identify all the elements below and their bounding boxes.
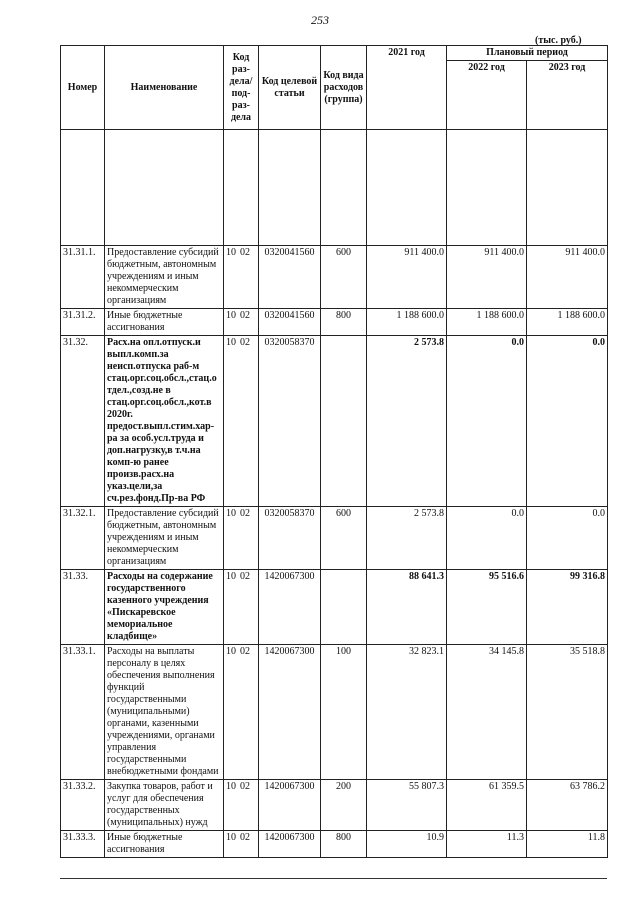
header-name: Наименование xyxy=(105,46,224,130)
row-value-2023: 63 786.2 xyxy=(527,780,608,831)
row-expense-type xyxy=(321,570,367,645)
table-row xyxy=(61,246,608,309)
row-value-2022: 1 188 600.0 xyxy=(447,309,527,336)
row-expense-type: 200 xyxy=(321,780,367,831)
row-target-code: 1420067300 xyxy=(259,831,321,858)
row-value-2023: 1 188 600.0 xyxy=(527,309,608,336)
row-value-2021: 1 188 600.0 xyxy=(367,309,447,336)
row-subsection-code: 02 xyxy=(240,247,250,258)
table-row xyxy=(61,831,608,858)
row-value-2021: 10.9 xyxy=(367,831,447,858)
row-section xyxy=(224,780,259,831)
row-section-code: 10 xyxy=(226,571,236,582)
row-number: 31.32. xyxy=(61,336,105,507)
row-value-2022: 0.0 xyxy=(447,336,527,507)
row-section-code: 10 xyxy=(226,832,236,843)
row-section-code: 10 xyxy=(226,337,236,348)
row-number: 31.32.1. xyxy=(61,507,105,570)
row-name: Расх.на опл.отпуск.и выпл.комп.за неисп.отпуска раб-м стац.орг.соц.обсл.,стац.отдел.,созд.не в стац.орг.соц.обсл.,кот.в 2020г. предост.выпл.стим.хар-ра за особ.усл.труда и доп.нагрузку,в т.ч.на комп-ю ранее произв.расх.на указ.цели,за сч.рез.фонд.Пр-ва РФ xyxy=(105,336,224,507)
row-number: 31.33.2. xyxy=(61,780,105,831)
row-value-2021: 32 823.1 xyxy=(367,645,447,780)
row-target-code: 0320058370 xyxy=(259,507,321,570)
header-number: Номер xyxy=(61,46,105,130)
row-value-2021: 2 573.8 xyxy=(367,336,447,507)
row-number: 31.33. xyxy=(61,570,105,645)
row-section-code: 10 xyxy=(226,310,236,321)
row-expense-type: 600 xyxy=(321,507,367,570)
table-row xyxy=(61,780,608,831)
row-expense-type: 800 xyxy=(321,309,367,336)
row-subsection-code: 02 xyxy=(240,646,250,657)
row-name: Расходы на выплаты персоналу в целях обеспечения выполнения функций государственными (муниципальными) органами, казенными учреждениями, органами управления государственными внебюджетными фондами xyxy=(105,645,224,780)
row-expense-type: 100 xyxy=(321,645,367,780)
row-value-2022: 34 145.8 xyxy=(447,645,527,780)
row-name: Расходы на содержание государственного казенного учреждения «Пискаревское мемориальное кладбище» xyxy=(105,570,224,645)
table-header xyxy=(61,46,608,130)
table-row xyxy=(61,507,608,570)
row-section xyxy=(224,831,259,858)
row-value-2023: 911 400.0 xyxy=(527,246,608,309)
row-subsection-code: 02 xyxy=(240,832,250,843)
row-value-2022: 11.3 xyxy=(447,831,527,858)
row-value-2023: 35 518.8 xyxy=(527,645,608,780)
row-subsection-code: 02 xyxy=(240,310,250,321)
header-expense-type: Код вида расходов (группа) xyxy=(321,46,367,130)
table-row xyxy=(61,570,608,645)
row-name: Иные бюджетные ассигнования xyxy=(105,831,224,858)
row-name: Иные бюджетные ассигнования xyxy=(105,309,224,336)
row-subsection-code: 02 xyxy=(240,781,250,792)
row-subsection-code: 02 xyxy=(240,508,250,519)
row-number: 31.31.1. xyxy=(61,246,105,309)
row-section-code: 10 xyxy=(226,247,236,258)
page-number: 253 xyxy=(311,13,329,27)
row-target-code: 0320058370 xyxy=(259,336,321,507)
table-body xyxy=(61,130,608,858)
row-subsection-code: 02 xyxy=(240,337,250,348)
row-value-2022: 911 400.0 xyxy=(447,246,527,309)
row-value-2021: 911 400.0 xyxy=(367,246,447,309)
header-spacer-row xyxy=(61,130,608,246)
row-section xyxy=(224,246,259,309)
row-target-code: 1420067300 xyxy=(259,780,321,831)
row-value-2022: 61 359.5 xyxy=(447,780,527,831)
row-target-code: 1420067300 xyxy=(259,570,321,645)
row-value-2021: 88 641.3 xyxy=(367,570,447,645)
header-2021: 2021 год xyxy=(367,46,447,130)
row-section xyxy=(224,645,259,780)
row-value-2023: 11.8 xyxy=(527,831,608,858)
row-value-2021: 55 807.3 xyxy=(367,780,447,831)
row-number: 31.31.2. xyxy=(61,309,105,336)
table-row xyxy=(61,309,608,336)
row-section xyxy=(224,336,259,507)
row-section xyxy=(224,309,259,336)
row-target-code: 1420067300 xyxy=(259,645,321,780)
header-2023: 2023 год xyxy=(527,61,608,130)
row-expense-type xyxy=(321,336,367,507)
footer-divider xyxy=(60,878,607,879)
header-section: Код раз-дела/ под-раз-дела xyxy=(224,46,259,130)
row-value-2021: 2 573.8 xyxy=(367,507,447,570)
budget-table xyxy=(60,45,608,858)
row-expense-type: 800 xyxy=(321,831,367,858)
row-number: 31.33.3. xyxy=(61,831,105,858)
row-expense-type: 600 xyxy=(321,246,367,309)
row-target-code: 0320041560 xyxy=(259,309,321,336)
units-label: (тыс. руб.) xyxy=(535,35,582,46)
row-section-code: 10 xyxy=(226,646,236,657)
row-target-code: 0320041560 xyxy=(259,246,321,309)
row-name: Предоставление субсидий бюджетным, автономным учреждениям и иным некоммерческим организациям xyxy=(105,246,224,309)
row-value-2022: 0.0 xyxy=(447,507,527,570)
row-section-code: 10 xyxy=(226,781,236,792)
row-name: Предоставление субсидий бюджетным, автономным учреждениям и иным некоммерческим организациям xyxy=(105,507,224,570)
row-value-2023: 0.0 xyxy=(527,336,608,507)
table-row xyxy=(61,336,608,507)
header-2022: 2022 год xyxy=(447,61,527,130)
row-section-code: 10 xyxy=(226,508,236,519)
row-section xyxy=(224,507,259,570)
row-subsection-code: 02 xyxy=(240,571,250,582)
row-value-2023: 99 316.8 xyxy=(527,570,608,645)
row-value-2023: 0.0 xyxy=(527,507,608,570)
table-row xyxy=(61,645,608,780)
row-section xyxy=(224,570,259,645)
row-name: Закупка товаров, работ и услуг для обеспечения государственных (муниципальных) нужд xyxy=(105,780,224,831)
row-value-2022: 95 516.6 xyxy=(447,570,527,645)
row-number: 31.33.1. xyxy=(61,645,105,780)
header-plan-period: Плановый период xyxy=(447,46,608,61)
header-target: Код целевой статьи xyxy=(259,46,321,130)
